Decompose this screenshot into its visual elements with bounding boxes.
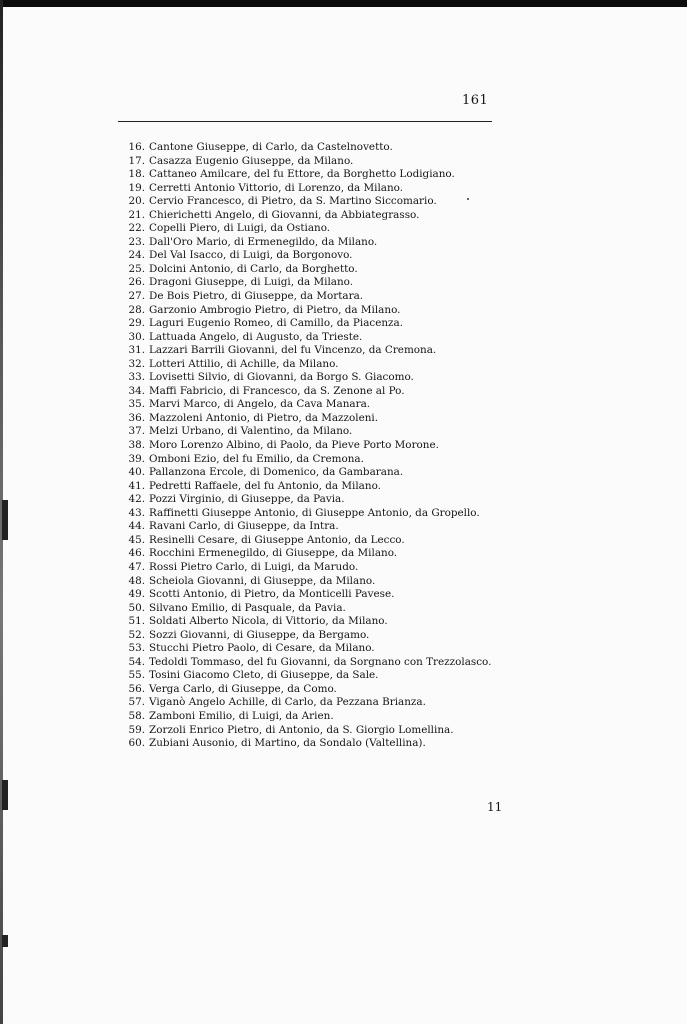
entry-text: Verga Carlo, di Giuseppe, da Como. — [149, 682, 337, 695]
entry-number: 22. — [128, 222, 145, 235]
list-item — [128, 141, 648, 155]
entry-number: 47. — [128, 560, 145, 573]
entry-text: Cerretti Antonio Vittorio, di Lorenzo, da Milano. — [149, 181, 404, 194]
page-number: 161 — [462, 93, 489, 108]
entry-number: 60. — [128, 737, 145, 750]
list-item — [128, 222, 648, 236]
entry-number: 29. — [128, 317, 145, 330]
entry-number: 36. — [128, 411, 145, 424]
entry-text: Copelli Piero, di Luigi, da Ostiano. — [149, 222, 331, 235]
entry-number: 38. — [128, 439, 145, 452]
entry-number: 27. — [128, 290, 145, 303]
entry-text: Melzi Urbano, di Valentino, da Milano. — [149, 425, 353, 438]
list-item — [128, 520, 648, 534]
list-item — [128, 696, 648, 710]
list-item — [128, 425, 648, 439]
entry-number: 50. — [128, 601, 145, 614]
entry-number: 34. — [128, 384, 145, 397]
entry-text: Ravani Carlo, di Giuseppe, da Intra. — [149, 520, 339, 533]
entry-number: 56. — [128, 682, 145, 695]
list-item — [128, 453, 648, 467]
entry-text: Del Val Isacco, di Luigi, da Borgonovo. — [149, 249, 353, 262]
entry-number: 42. — [128, 493, 145, 506]
entry-number: 46. — [128, 547, 145, 560]
list-item — [128, 385, 648, 399]
list-item — [128, 669, 648, 683]
entry-text: Cantone Giuseppe, di Carlo, da Castelnovetto. — [149, 141, 393, 153]
entry-number: 24. — [128, 249, 145, 262]
entry-text: De Bois Pietro, di Giuseppe, da Mortara. — [149, 290, 364, 303]
entry-number: 33. — [128, 371, 145, 384]
entry-number: 32. — [128, 357, 145, 370]
entry-text: Tosini Giacomo Cleto, di Giuseppe, da Sale. — [149, 669, 379, 682]
header-rule — [118, 121, 492, 122]
entry-text: Sozzi Giovanni, di Giuseppe, da Bergamo. — [149, 628, 370, 641]
entry-text: Resinelli Cesare, di Giuseppe Antonio, da Lecco. — [149, 533, 405, 546]
entry-number: 58. — [128, 709, 145, 722]
entry-text: Raffinetti Giuseppe Antonio, di Giuseppe Antonio, da Gropello. — [149, 506, 480, 519]
list-item — [128, 209, 648, 223]
entry-number: 30. — [128, 330, 145, 343]
entry-text: Lattuada Angelo, di Augusto, da Trieste. — [149, 330, 363, 343]
entry-text: Viganò Angelo Achille, di Carlo, da Pezzana Brianza. — [149, 696, 426, 709]
list-item — [128, 331, 648, 345]
list-item — [128, 412, 648, 426]
entry-number: 41. — [128, 479, 145, 492]
list-item — [128, 547, 648, 561]
entry-number: 54. — [128, 655, 145, 668]
list-item — [128, 466, 648, 480]
list-item — [128, 317, 648, 331]
top-border-rule — [0, 0, 687, 7]
entry-text: Zamboni Emilio, di Luigi, da Arien. — [149, 709, 334, 722]
list-item — [128, 358, 648, 372]
entry-number: 37. — [128, 425, 145, 438]
entry-number: 18. — [128, 168, 145, 181]
entry-text: Casazza Eugenio Giuseppe, da Milano. — [149, 154, 354, 167]
list-item — [128, 304, 648, 318]
list-item — [128, 656, 648, 670]
list-item — [128, 182, 648, 196]
entry-text: Chierichetti Angelo, di Giovanni, da Abbiategrasso. — [149, 208, 420, 221]
edge-mark — [2, 500, 8, 540]
list-item — [128, 236, 648, 250]
entry-text: Moro Lorenzo Albino, di Paolo, da Pieve Porto Morone. — [149, 439, 439, 452]
list-item — [128, 724, 648, 738]
list-item — [128, 371, 648, 385]
entry-text: Mazzoleni Antonio, di Pietro, da Mazzoleni. — [149, 411, 379, 424]
entry-text: Laguri Eugenio Romeo, di Camillo, da Piacenza. — [149, 317, 404, 330]
list-item — [128, 710, 648, 724]
entry-number: 39. — [128, 452, 145, 465]
entry-number: 25. — [128, 262, 145, 275]
entry-number: 43. — [128, 506, 145, 519]
list-item — [128, 683, 648, 697]
entry-text: Tedoldi Tommaso, del fu Giovanni, da Sorgnano con Trezzolasco. — [149, 655, 492, 668]
list-item — [128, 344, 648, 358]
entry-number: 16. — [128, 141, 145, 153]
entry-text: Cattaneo Amilcare, del fu Ettore, da Borghetto Lodigiano. — [149, 168, 455, 181]
list-item — [128, 507, 648, 521]
entry-number: 53. — [128, 642, 145, 655]
list-item — [128, 737, 648, 751]
entry-number: 35. — [128, 398, 145, 411]
list-item — [128, 561, 648, 575]
list-item — [128, 263, 648, 277]
entry-text: Pallanzona Ercole, di Domenico, da Gambarana. — [149, 466, 404, 479]
entry-text: Dragoni Giuseppe, di Luigi, da Milano. — [149, 276, 354, 289]
list-item — [128, 493, 648, 507]
entry-number: 57. — [128, 696, 145, 709]
entry-text: Soldati Alberto Nicola, di Vittorio, da Milano. — [149, 615, 388, 628]
entry-text: Rocchini Ermenegildo, di Giuseppe, da Milano. — [149, 547, 398, 560]
entry-text: Rossi Pietro Carlo, di Luigi, da Marudo. — [149, 560, 359, 573]
entry-number: 59. — [128, 723, 145, 736]
list-item — [128, 168, 648, 182]
entry-text: Dall'Oro Mario, di Ermenegildo, da Milano. — [149, 235, 378, 248]
list-item — [128, 439, 648, 453]
entry-number: 28. — [128, 303, 145, 316]
entry-text: Garzonio Ambrogio Pietro, di Pietro, da Milano. — [149, 303, 401, 316]
signature-mark: 11 — [487, 800, 503, 814]
entry-number: 45. — [128, 533, 145, 546]
entry-number: 17. — [128, 154, 145, 167]
edge-mark — [2, 935, 8, 947]
list-item — [128, 480, 648, 494]
entry-text: Cervio Francesco, di Pietro, da S. Martino Siccomario. — [149, 195, 437, 208]
entry-number: 44. — [128, 520, 145, 533]
list-item — [128, 155, 648, 169]
list-item — [128, 195, 648, 209]
name-list — [128, 141, 648, 751]
entry-text: Lazzari Barrili Giovanni, del fu Vincenzo, da Cremona. — [149, 344, 437, 357]
entry-number: 51. — [128, 615, 145, 628]
entry-text: Marvi Marco, di Angelo, da Cava Manara. — [149, 398, 371, 411]
entry-text: Zubiani Ausonio, di Martino, da Sondalo (Valtellina). — [149, 737, 426, 750]
list-item — [128, 642, 648, 656]
entry-number: 20. — [128, 195, 145, 208]
list-item — [128, 249, 648, 263]
list-item — [128, 534, 648, 548]
list-item — [128, 588, 648, 602]
entry-number: 21. — [128, 208, 145, 221]
entry-text: Zorzoli Enrico Pietro, di Antonio, da S. Giorgio Lomellina. — [149, 723, 454, 736]
entry-text: Lovisetti Silvio, di Giovanni, da Borgo S. Giacomo. — [149, 371, 414, 384]
entry-text: Lotteri Attilio, di Achille, da Milano. — [149, 357, 339, 370]
list-item — [128, 602, 648, 616]
list-item — [128, 629, 648, 643]
list-item — [128, 398, 648, 412]
entry-text: Silvano Emilio, di Pasquale, da Pavia. — [149, 601, 346, 614]
entry-text: Scheiola Giovanni, di Giuseppe, da Milano. — [149, 574, 376, 587]
list-item — [128, 276, 648, 290]
entry-number: 52. — [128, 628, 145, 641]
entry-number: 55. — [128, 669, 145, 682]
entry-number: 31. — [128, 344, 145, 357]
list-item — [128, 290, 648, 304]
entry-text: Scotti Antonio, di Pietro, da Monticelli Pavese. — [149, 588, 395, 601]
entry-number: 40. — [128, 466, 145, 479]
entry-text: Pedretti Raffaele, del fu Antonio, da Milano. — [149, 479, 381, 492]
entry-text: Omboni Ezio, del fu Emilio, da Cremona. — [149, 452, 364, 465]
entry-number: 26. — [128, 276, 145, 289]
entry-text: Pozzi Virginio, di Giuseppe, da Pavia. — [149, 493, 345, 506]
list-item — [128, 575, 648, 589]
entry-number: 23. — [128, 235, 145, 248]
entry-text: Maffi Fabricio, di Francesco, da S. Zenone al Po. — [149, 384, 405, 397]
entry-number: 19. — [128, 181, 145, 194]
entry-number: 49. — [128, 588, 145, 601]
list-item — [128, 615, 648, 629]
edge-mark — [2, 780, 8, 810]
entry-number: 48. — [128, 574, 145, 587]
entry-text: Dolcini Antonio, di Carlo, da Borghetto. — [149, 262, 358, 275]
entry-text: Stucchi Pietro Paolo, di Cesare, da Milano. — [149, 642, 375, 655]
